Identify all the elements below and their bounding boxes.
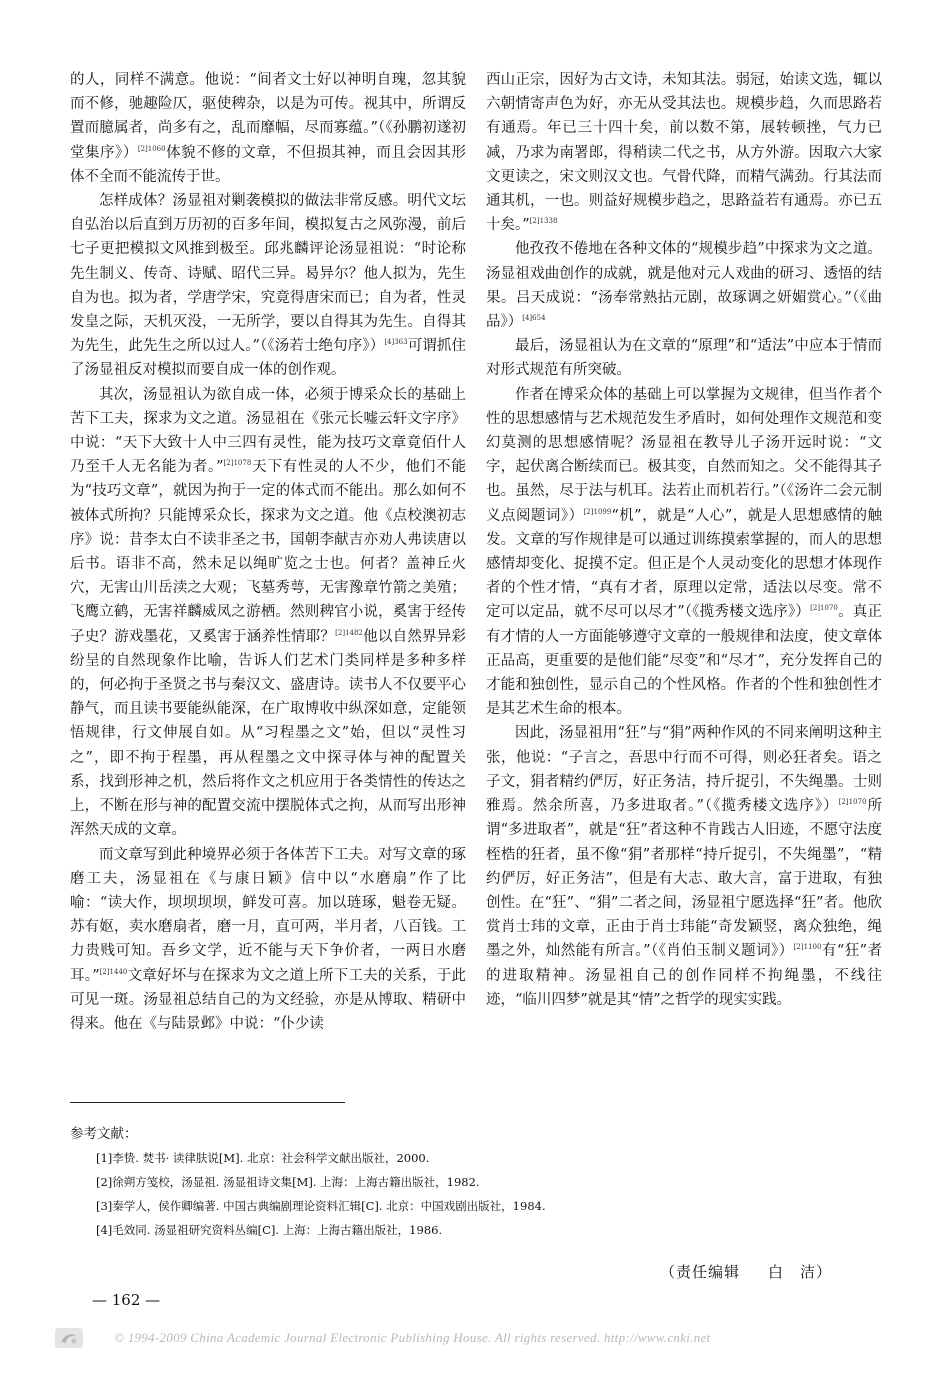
- citation-marker: [2]1060: [137, 144, 166, 153]
- references-title: 参考文献：: [70, 1126, 138, 1142]
- text-run: 而文章写到此种境界必须于各体苦下工夫。对写文章的琢磨工夫，汤显祖在《与康日颖》信中以“水磨扇”作了比喻：“读大作，坝坝坝坝，鲜发可喜。加以琏琢，魁卷无疑。苏有妪，卖水磨扇者，磨一月，直可两，半月者，八百钱。工力贵贱可知。吾乡文学，近不能与天下争价者，一两日水磨耳。”: [70, 846, 466, 984]
- text-run: 文章好坏与在探求为文之道上所下工夫的关系，于此可见一斑。汤显祖总结自己的为文经验，亦是从博取、精研中得来。他在《与陆景邺》中说：“仆少读: [70, 967, 467, 1032]
- copyright-footer: [54, 1325, 874, 1353]
- text-run: 所谓“多进取者”，就是“狂”者这种不肯践古人旧迹，不愿守法度桎梏的狂者，虽不像“狷”者那样“持斤捉引，不失绳墨”，“精约俨厉，好正务洁”，但是有大志、敢大言，富于进取，有独创性。在“狂”、“狷”二者之间，汤显祖宁愿选择“狂”者。他欣赏肖士玮的文章，正由于肖士玮能“奇发颖竖，离众独绝，绳墨之外，灿然能有所言。”（《肖伯玉制义题词》）: [486, 798, 882, 960]
- page-number: — 162 —: [92, 1291, 161, 1309]
- citation-marker: [2]1338: [529, 217, 558, 226]
- text-run: 可谓抓住了汤显祖反对模拟而要自成一体的创作观。: [70, 338, 466, 379]
- text-run: 最后，汤显祖认为在文章的“原理”和“适法”中应本于情而对形式规范有所突破。: [486, 338, 882, 379]
- reference-item: [4]毛效同. 汤显祖研究资料丛编[C]. 上海：上海古籍出版社，1986.: [96, 1223, 443, 1237]
- citation-marker: [4]654: [522, 314, 546, 323]
- copyright-text: © 1994-2009 China Academic Journal Electronic Publishing House. All rights reserved. http://www.cnki.net: [114, 1330, 711, 1345]
- text-run: 他孜孜不倦地在各种文体的“规模步趋”中探求为文之道。汤显祖戏曲创作的成就，就是他对元人戏曲的研习、透悟的结果。吕天成说：“汤奉常熟拈元剧，故琢调之妍媚赏心。”（《曲品》）: [486, 241, 882, 331]
- text-run: 其次，汤显祖认为欲自成一体，必须于博采众长的基础上苦下工夫，探求为文之道。汤显祖在《张元长嘘云轩文字序》中说：“天下大致十人中三四有灵性，能为技巧文章竟佰什人乃至千人无名能为者。”: [70, 386, 466, 476]
- text-run: 西山正宗，因好为古文诗，未知其法。弱冠，始读文选，辄以六朝情寄声色为好，亦无从受其法也。规模步趋，久而思路若有通焉。年已三十四十矣，前以数不第，展转顿挫，气力已减，乃求为南署郎，得稍读二代之书，从方外游。因取六大家文更读之，宋文则汉文也。气骨代降，而精气满劲。行其法而通其机，一也。则益好规模步趋之，思路益若有通焉。亦已五十矣。”: [486, 72, 882, 234]
- editor-label: （责任编辑: [660, 1263, 741, 1281]
- reference-item: [1]李贽. 焚书· 读律肤说[M]. 北京：社会科学文献出版社，2000.: [96, 1151, 430, 1165]
- citation-marker: [2]1100: [793, 943, 822, 952]
- citation-marker: [2]1482: [335, 628, 363, 637]
- text-run: 有“狂”者的进取精神。汤显祖自己的创作同样不拘绳墨，不线往迹，“临川四梦”就是其“情”之哲学的现实实践。: [486, 943, 882, 1008]
- citation-marker: [2]1078: [223, 459, 252, 468]
- references-divider: [70, 1102, 345, 1103]
- paragraph: [486, 334, 882, 382]
- citation-marker: [2]1440: [99, 967, 128, 976]
- reference-item: [3]秦学人，侯作卿编著. 中国古典编剧理论资料汇辑[C]. 北京：中国戏剧出版社，1984.: [96, 1199, 546, 1213]
- citation-marker: [4]363: [384, 338, 408, 347]
- text-run: 的人，同样不满意。他说：“间者文士好以神明自瑰，忽其貌而不修，驰趣险仄，驱使稗杂，以是为可传。视其中，所谓反置而臆属者，尚多有之，乱而靡幅，尽而寡蕴。”（《孙鹏初遂初堂集序》）: [70, 72, 466, 161]
- paragraph: [486, 383, 882, 722]
- citation-marker: [2]1070: [838, 798, 867, 807]
- right-text-column: [486, 68, 882, 1012]
- paragraph: [70, 383, 466, 843]
- paragraph: [486, 721, 882, 1011]
- paragraph: [70, 189, 466, 383]
- citation-marker: [2]1070: [810, 604, 838, 613]
- reference-item: [2]徐朔方笺校，汤显祖. 汤显祖诗文集[M]. 上海：上海古籍出版社，1982.: [96, 1175, 480, 1189]
- paragraph: [486, 68, 882, 237]
- responsible-editor: [660, 1261, 832, 1282]
- editor-name: 白 洁）: [768, 1263, 833, 1281]
- text-run: 。真正有才情的人一方面能够遵守文章的一般规律和法度，使文章体正品高，更重要的是他们能“尽变”和“尽才”，充分发挥自己的才能和独创性，显示自己的个性风格。作者的个性和独创性才是其艺术生命的根本。: [486, 604, 882, 718]
- paragraph: [70, 843, 466, 1037]
- text-run: 体貌不修的文章，不但损其神，而且会因其形体不全而不能流传于世。: [70, 144, 467, 185]
- text-run: 作者在博采众体的基础上可以掌握为文规律，但当作者个性的思想感情与艺术规范发生矛盾时，如何处理作文规范和变幻莫测的思想感情呢？汤显祖在教导儿子汤开远时说：“文字，起伏离合断续而已。极其变，自然而知之。父不能得其子也。虽然，尽于法与机耳。法若止而机若行。”（《汤许二会元制义点阅题词》）: [486, 386, 882, 524]
- text-run: 怎样成体？汤显祖对剿袭模拟的做法非常反感。明代文坛自弘治以后直到万历初的百多年间，模拟复古之风弥漫，前后七子更把模拟文风推到极至。邱兆麟评论汤显祖说：“时论称先生制义、传奇、诗赋、昭代三异。曷异尔？他人拟为，先生自为也。拟为者，学唐学宋，究竟得唐宋而已；自为者，性灵发皇之际，天机灭没，一无所学，要以自得其为先生。自得其为先生，此先生之所以过人。”（《汤若士绝句序》）: [70, 193, 466, 355]
- text-run: 因此，汤显祖用“狂”与“狷”两种作风的不同来阐明这种主张，他说：“子言之，吾思中行而不可得，则必狂者矣。语之子文，狷者精约俨厉，好正务洁，持斤捉引，不失绳墨。士则雅焉。然余所喜，乃多进取者。”（《揽秀楼文选序》）: [486, 725, 882, 815]
- text-run: 他以自然界异彩纷呈的自然现象作比喻，告诉人们艺术门类同样是多种多样的，何必拘于圣贤之书与秦汉文、盛唐诗。读书人不仅要平心静气，而且读书要能纵能深，在广取博收中纵深如意，定能领悟规律，行文伸展自如。从“习程墨之文”始，但以“灵性习之”，即不拘于程墨，再从程墨之文中探寻体与神的配置关系，找到形神之机，然后将作文之机应用于各类情性的传达之上，不断在形与神的配置交流中摆脱体式之拘，从而写出形神浑然天成的文章。: [70, 628, 467, 839]
- citation-marker: [2]1099: [583, 507, 612, 516]
- paragraph: [486, 237, 882, 334]
- references-list: [96, 1146, 896, 1242]
- text-run: “机”，就是“人心”，就是人思想感情的触发。文章的写作规律是可以通过训练摸索掌握的，而人的思想感情却变化、捉摸不定。但正是个人灵动变化的思想才体现作者的个性才情，“真有才者，原理以定常，适法以尽变。常不定可以定品，就不尽可以尽才”（《揽秀楼文选序》）: [486, 507, 882, 621]
- paragraph: [70, 68, 466, 189]
- cnki-logo-icon: [54, 1327, 84, 1349]
- left-text-column: [70, 68, 466, 1036]
- text-run: 天下有性灵的人不少，他们不能为“技巧文章”，就因为拘于一定的体式而不能出。那么如何不被体式所拘？只能博采众长，探求为文之道。他《点校澳初志序》说：昔李太白不读非圣之书，国朝李献吉亦劝人弗读唐以后书。语非不高，然未足以绳旷览之士也。何者？盖神丘火穴，无害山川岳渎之大观；飞墓秀萼，无害豫章竹箭之美殖；飞鹰立鹤，无害祥麟威凤之游栖。然则稗官小说，奚害于经传子史？游戏墨花，又奚害于涵养性情耶？: [70, 459, 467, 645]
